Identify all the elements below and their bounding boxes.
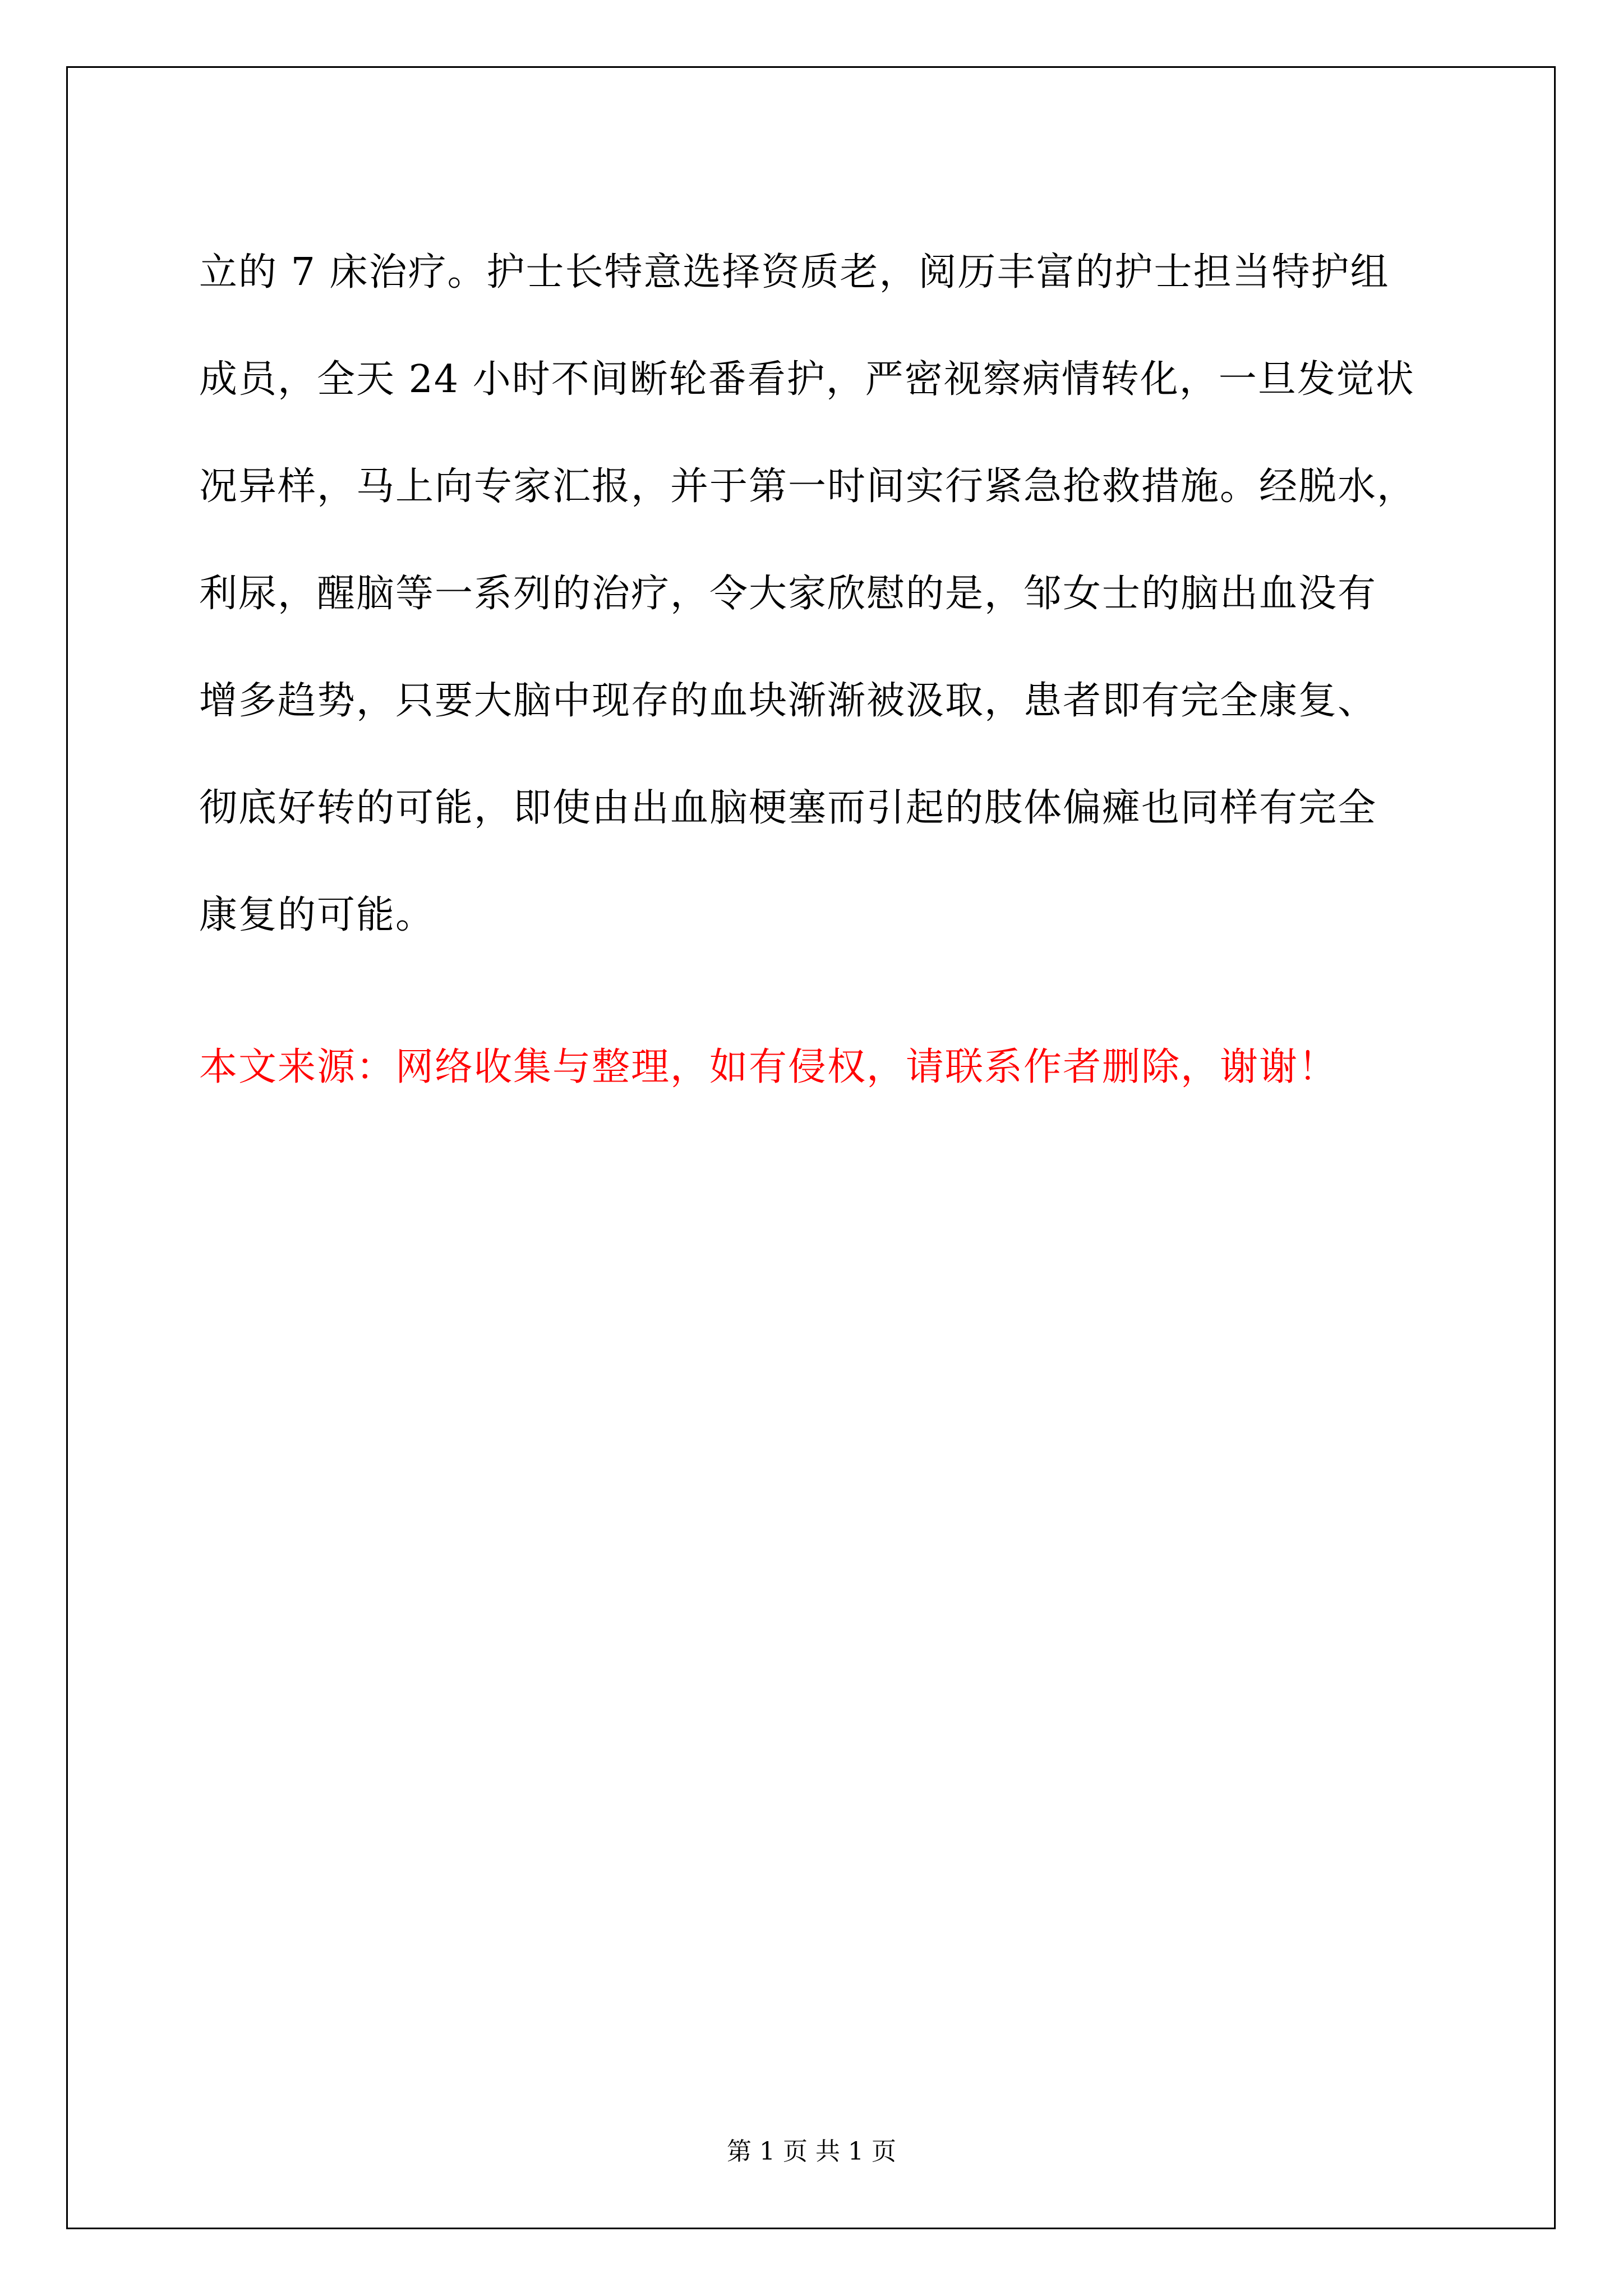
body-line: 立的 7 床治疗。护士长特意选择资质老，阅历丰富的护士担当特护组 <box>199 250 1390 295</box>
document-body <box>199 219 1450 969</box>
body-line: 康复的可能。 <box>199 893 435 937</box>
body-line: 成员，全天 24 小时不间断轮番看护，严密视察病情转化，一旦发觉状 <box>199 357 1415 402</box>
body-line: 彻底好转的可能，即使由出血脑梗塞而引起的肢体偏瘫也同样有完全 <box>199 786 1377 830</box>
page-number-footer: 第 1 页 共 1 页 <box>727 2137 896 2166</box>
source-disclaimer: 本文来源：网络收集与整理，如有侵权，请联系作者删除，谢谢！ <box>199 1045 1338 1089</box>
body-line: 利尿，醒脑等一系列的治疗，令大家欣慰的是，邹女士的脑出血没有 <box>199 572 1377 616</box>
body-line: 增多趋势，只要大脑中现存的血块渐渐被汲取，患者即有完全康复、 <box>199 679 1377 723</box>
body-line: 况异样，马上向专家汇报，并于第一时间实行紧急抢救措施。经脱水， <box>199 464 1417 509</box>
